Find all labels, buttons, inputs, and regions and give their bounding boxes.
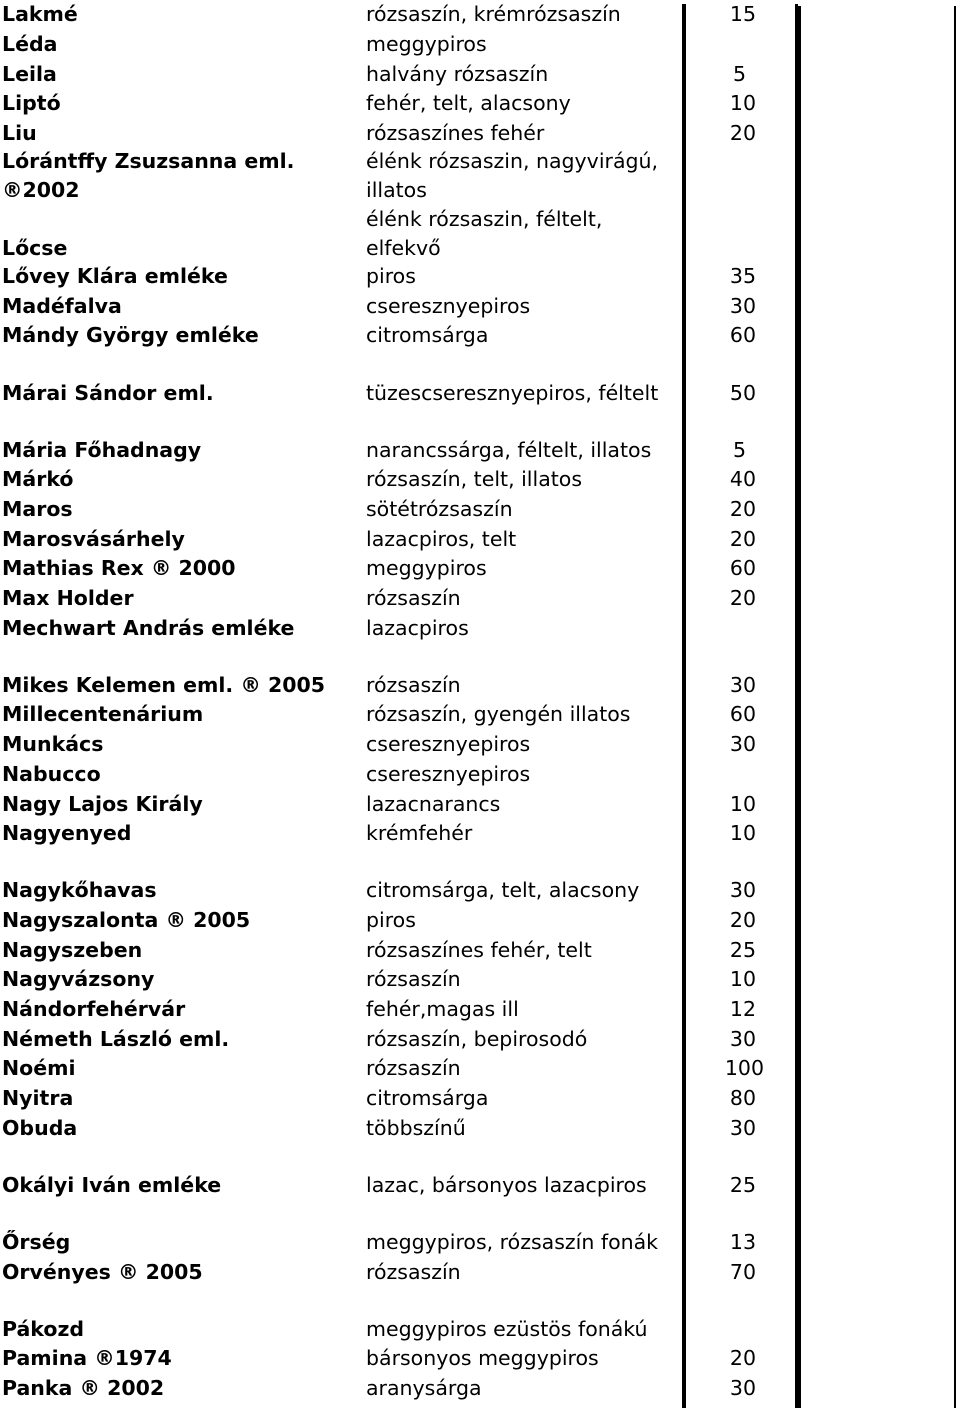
variety-name — [2, 584, 134, 613]
variety-color — [366, 584, 461, 613]
variety-quantity: 60 — [729, 556, 756, 580]
variety-name-line: Őrség — [2, 1230, 71, 1254]
variety-name-line: Márkó — [2, 467, 74, 491]
variety-color-line: lazacnarancs — [366, 792, 501, 816]
order-column-right-border — [954, 6, 956, 1408]
variety-name-line: Léda — [2, 32, 58, 56]
variety-color-line: élénk rózsaszin, féltelt, — [366, 207, 603, 231]
variety-color — [366, 60, 548, 89]
variety-name — [2, 1084, 73, 1113]
variety-color — [366, 147, 658, 205]
variety-color — [366, 730, 530, 759]
variety-name — [2, 379, 214, 408]
variety-name — [2, 995, 185, 1024]
variety-name — [2, 1228, 70, 1257]
variety-quantity: 30 — [729, 878, 756, 902]
variety-color-line: rózsaszín — [366, 673, 461, 697]
variety-quantity: 10 — [729, 967, 756, 991]
variety-color-line: piros — [366, 264, 416, 288]
variety-name-line: Nagyszalonta ® 2005 — [2, 908, 251, 932]
variety-color — [366, 995, 519, 1024]
variety-color-line: élénk rózsaszin, nagyvirágú, — [366, 149, 659, 173]
variety-color-line: halvány rózsaszín — [366, 62, 549, 86]
variety-quantity: 30 — [729, 673, 756, 697]
variety-color-line: meggypiros — [366, 32, 487, 56]
variety-quantity: 20 — [729, 908, 756, 932]
variety-name — [2, 671, 325, 700]
variety-name — [2, 1258, 203, 1287]
variety-color-line: rózsaszín, krémrózsaszín — [366, 2, 621, 26]
variety-name — [2, 321, 259, 350]
variety-name — [2, 1171, 221, 1200]
variety-name — [2, 436, 201, 465]
variety-color — [366, 465, 582, 494]
variety-name — [2, 205, 67, 263]
variety-quantity: 35 — [729, 264, 756, 288]
variety-quantity: 20 — [729, 497, 756, 521]
variety-name — [2, 965, 154, 994]
variety-name — [2, 876, 157, 905]
variety-color-line: cseresznyepiros — [366, 762, 531, 786]
variety-quantity: 15 — [729, 2, 756, 26]
variety-color — [366, 0, 621, 29]
variety-name-line: Mándy György emléke — [2, 323, 259, 347]
variety-color — [366, 89, 571, 118]
variety-quantity: 60 — [729, 702, 756, 726]
variety-name-line: Orvényes ® 2005 — [2, 1260, 203, 1284]
variety-color — [366, 819, 472, 848]
variety-quantity: 10 — [729, 821, 756, 845]
variety-name — [2, 465, 74, 494]
variety-color — [366, 790, 500, 819]
variety-name-line: Leila — [2, 62, 57, 86]
variety-name — [2, 906, 250, 935]
variety-name — [2, 30, 57, 59]
variety-name-line: Munkács — [2, 732, 104, 756]
variety-name-line: Millecentenárium — [2, 702, 204, 726]
variety-color — [366, 965, 461, 994]
variety-color — [366, 554, 487, 583]
variety-color — [366, 671, 461, 700]
variety-color — [366, 1025, 587, 1054]
variety-color-line: fehér,magas ill — [366, 997, 519, 1021]
variety-name-line: Nagy Lajos Király — [2, 792, 203, 816]
variety-name — [2, 495, 73, 524]
variety-color — [366, 30, 487, 59]
variety-color — [366, 700, 630, 729]
variety-quantity: 20 — [729, 586, 756, 610]
variety-quantity: 100 — [724, 1056, 764, 1080]
variety-name — [2, 760, 101, 789]
variety-color-line: elfekvő — [366, 236, 441, 260]
variety-color-line: aranysárga — [366, 1376, 482, 1400]
variety-color-line: narancssárga, féltelt, illatos — [366, 438, 652, 462]
variety-color — [366, 436, 651, 465]
variety-name — [2, 1114, 77, 1143]
variety-quantity: 30 — [729, 1376, 756, 1400]
variety-name-line: Mechwart András emléke — [2, 616, 295, 640]
variety-name-line: Obuda — [2, 1116, 78, 1140]
variety-name — [2, 700, 203, 729]
variety-name-line — [2, 205, 67, 234]
variety-color — [366, 292, 530, 321]
variety-name — [2, 554, 236, 583]
variety-color — [366, 936, 592, 965]
variety-quantity: 30 — [729, 732, 756, 756]
variety-color-line: lazac, bársonyos lazacpiros — [366, 1173, 647, 1197]
variety-color-line: rózsaszín — [366, 586, 461, 610]
variety-quantity: 20 — [729, 1346, 756, 1370]
variety-color-line: meggypiros ezüstös fonákú — [366, 1317, 648, 1341]
variety-quantity: 13 — [729, 1230, 756, 1254]
variety-color — [366, 906, 416, 935]
variety-color-line: lazacpiros, telt — [366, 527, 517, 551]
variety-name — [2, 730, 103, 759]
variety-name-line: Pamina ®1974 — [2, 1346, 172, 1370]
variety-quantity: 50 — [729, 381, 756, 405]
variety-name-line: Mikes Kelemen eml. ® 2005 — [2, 673, 326, 697]
variety-color-line: krémfehér — [366, 821, 473, 845]
variety-name-line: Nyitra — [2, 1086, 74, 1110]
variety-quantity: 40 — [729, 467, 756, 491]
variety-quantity: 20 — [729, 527, 756, 551]
variety-name-line: Lórántffy Zsuzsanna eml. — [2, 149, 295, 173]
variety-color — [366, 119, 544, 148]
variety-color-line: tüzescseresznyepiros, féltelt — [366, 381, 659, 405]
variety-quantity: 30 — [729, 294, 756, 318]
variety-name-line: Nagyvázsony — [2, 967, 155, 991]
variety-color-line: rózsaszín, gyengén illatos — [366, 702, 631, 726]
variety-name — [2, 89, 61, 118]
variety-quantity: 30 — [729, 1116, 756, 1140]
variety-quantity: 25 — [729, 938, 756, 962]
variety-quantity: 20 — [729, 121, 756, 145]
variety-color — [366, 760, 530, 789]
variety-name — [2, 0, 78, 29]
variety-name-line: Nándorfehérvár — [2, 997, 186, 1021]
variety-quantity: 12 — [729, 997, 756, 1021]
variety-color-line: piros — [366, 908, 416, 932]
variety-name — [2, 292, 122, 321]
variety-color — [366, 1114, 466, 1143]
variety-color-line: bársonyos meggypiros — [366, 1346, 599, 1370]
variety-name — [2, 60, 57, 89]
variety-name-line: Nagykőhavas — [2, 878, 157, 902]
variety-name — [2, 1344, 172, 1373]
variety-color — [366, 1315, 648, 1344]
variety-name-line: Liptó — [2, 91, 61, 115]
variety-name-line: Madéfalva — [2, 294, 122, 318]
variety-color-line: rózsaszínes fehér — [366, 121, 545, 145]
variety-color-line: meggypiros — [366, 556, 487, 580]
variety-color-line: többszínű — [366, 1116, 466, 1140]
variety-name-line: Mathias Rex ® 2000 — [2, 556, 236, 580]
variety-name-line: Pákozd — [2, 1317, 85, 1341]
variety-name — [2, 1315, 84, 1344]
variety-color-line: citromsárga, telt, alacsony — [366, 878, 640, 902]
variety-name — [2, 1054, 76, 1083]
variety-quantity: 30 — [729, 1027, 756, 1051]
variety-color — [366, 1374, 482, 1403]
variety-color-line: rózsaszín — [366, 967, 461, 991]
variety-color — [366, 379, 658, 408]
variety-name-line: Nabucco — [2, 762, 101, 786]
variety-name-line: Lőcse — [2, 236, 68, 260]
variety-quantity: 25 — [729, 1173, 756, 1197]
variety-color — [366, 495, 513, 524]
variety-name-line: Márai Sándor eml. — [2, 381, 214, 405]
variety-color — [366, 1054, 461, 1083]
variety-quantity: 5 — [732, 438, 746, 462]
variety-name — [2, 790, 203, 819]
variety-name-line: Liu — [2, 121, 37, 145]
variety-quantity: 80 — [729, 1086, 756, 1110]
variety-color — [366, 1228, 658, 1257]
variety-name-line: Németh László eml. — [2, 1027, 230, 1051]
variety-color — [366, 205, 602, 263]
variety-name — [2, 1374, 164, 1403]
variety-color — [366, 876, 639, 905]
variety-color-line: rózsaszín, telt, illatos — [366, 467, 583, 491]
variety-color-line: rózsaszín — [366, 1056, 461, 1080]
variety-quantity: 60 — [729, 323, 756, 347]
variety-quantity: 5 — [732, 62, 746, 86]
variety-name-line: Panka ® 2002 — [2, 1376, 165, 1400]
variety-name — [2, 614, 294, 643]
variety-name-line: Noémi — [2, 1056, 76, 1080]
variety-name-line: Lakmé — [2, 2, 78, 26]
variety-quantity: 10 — [729, 91, 756, 115]
variety-color-line: lazacpiros — [366, 616, 469, 640]
variety-color — [366, 1084, 488, 1113]
variety-color — [366, 1344, 599, 1373]
variety-color-line: meggypiros, rózsaszín fonák — [366, 1230, 659, 1254]
variety-name-line: Okályi Iván emléke — [2, 1173, 222, 1197]
variety-color-line: illatos — [366, 178, 427, 202]
variety-name — [2, 147, 294, 205]
variety-color-line: rózsaszín — [366, 1260, 461, 1284]
variety-color-line: cseresznyepiros — [366, 732, 531, 756]
variety-color-line: cseresznyepiros — [366, 294, 531, 318]
order-column-left-border — [798, 6, 801, 1408]
variety-color — [366, 525, 516, 554]
variety-color-line: rózsaszín, bepirosodó — [366, 1027, 588, 1051]
variety-name-line: Maros — [2, 497, 73, 521]
variety-name — [2, 1025, 229, 1054]
variety-color — [366, 321, 488, 350]
variety-name — [2, 936, 142, 965]
variety-color — [366, 1171, 647, 1200]
variety-name — [2, 525, 185, 554]
variety-color-line: fehér, telt, alacsony — [366, 91, 571, 115]
variety-name — [2, 119, 37, 148]
variety-name-line: ®2002 — [2, 178, 80, 202]
variety-name — [2, 262, 228, 291]
variety-color — [366, 614, 469, 643]
variety-name-line: Mária Főhadnagy — [2, 438, 202, 462]
variety-color — [366, 1258, 461, 1287]
variety-quantity: 70 — [729, 1260, 756, 1284]
variety-color-line: sötétrózsaszín — [366, 497, 513, 521]
variety-name-line: Max Holder — [2, 586, 134, 610]
variety-name-line: Lővey Klára emléke — [2, 264, 228, 288]
variety-color-line: citromsárga — [366, 323, 489, 347]
variety-name-line: Nagyenyed — [2, 821, 132, 845]
variety-quantity: 10 — [729, 792, 756, 816]
variety-color — [366, 262, 416, 291]
variety-name — [2, 819, 131, 848]
variety-name-line: Nagyszeben — [2, 938, 143, 962]
variety-color-line: citromsárga — [366, 1086, 489, 1110]
variety-name-line: Marosvásárhely — [2, 527, 185, 551]
variety-color-line: rózsaszínes fehér, telt — [366, 938, 592, 962]
